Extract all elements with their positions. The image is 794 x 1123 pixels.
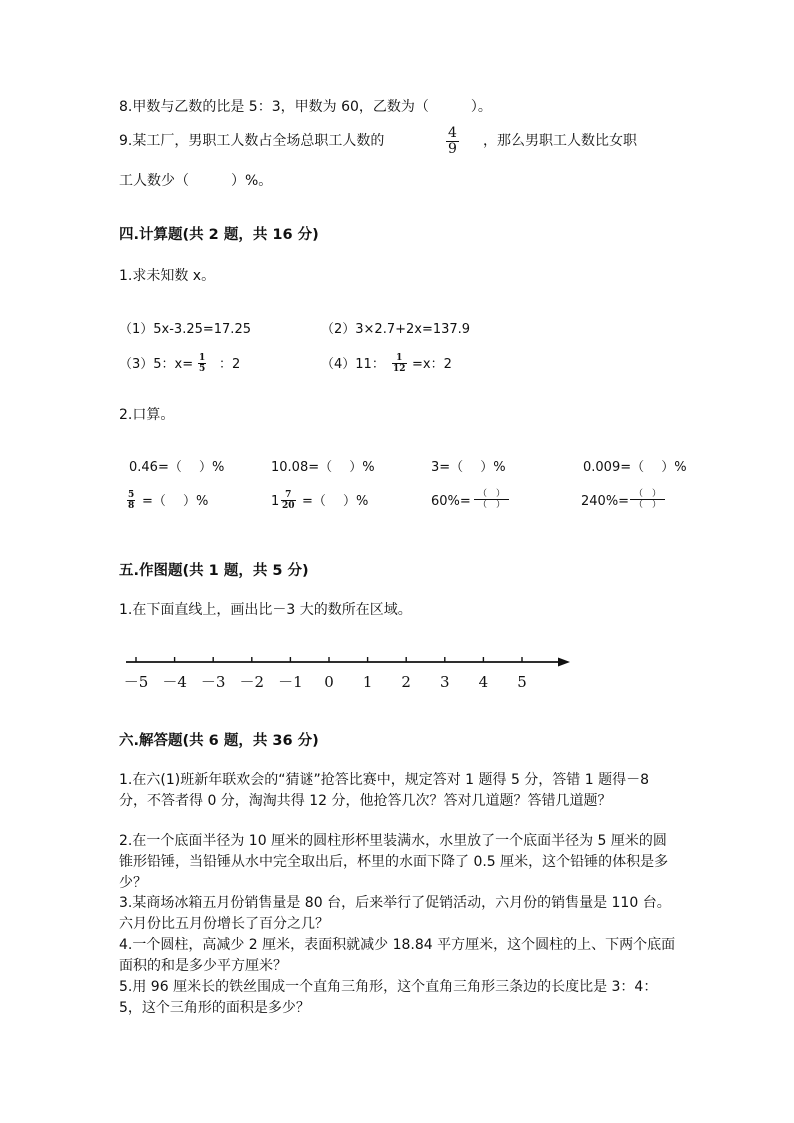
section-5-q1: 1.在下面直线上，画出比－3 大的数所在区域。 [119, 602, 412, 618]
arrow-head-icon [558, 658, 570, 667]
number-line [0, 648, 794, 708]
number-line-label: －2 [239, 673, 265, 691]
equation-3-right: ：2 [219, 357, 241, 372]
answer-question-1: 1.在六(1)班新年联欢会的“猜谜”抢答比赛中，规定答对 1 题得 5 分，答错 1 题得－8 分，不答者得 0 分，淘淘共得 12 分，他抢答几次？答对几道题？答错几道题？ [119, 772, 650, 809]
equation-4-right: =x：2 [412, 357, 452, 372]
section-4-q1-title: 1.求未知数 x。 [119, 268, 216, 284]
section-4-heading: 四.计算题(共 2 题，共 16 分) [119, 227, 319, 243]
question-9-line2: 工人数少（ ）%。 [119, 173, 273, 189]
fraction-denominator: 9 [448, 141, 457, 157]
fraction-numerator: 4 [448, 125, 457, 141]
section-6-heading: 六.解答题(共 6 题，共 36 分) [119, 733, 319, 749]
oral-calc-6: =（ ）% [302, 494, 369, 509]
fraction-4-9 [446, 126, 459, 157]
mixed-number-whole: 1 [271, 494, 280, 509]
number-line-label: 0 [324, 673, 334, 691]
blank-fraction-2: （ ） （ ） [630, 489, 665, 510]
oral-calc-2: 10.08=（ ）% [271, 460, 375, 475]
section-4-q2-title: 2.口算。 [119, 407, 175, 423]
answer-question-3: 3.某商场冰箱五月份销售量是 80 台，后来举行了促销活动，六月份的销售量是 110 台。六月份比五月份增长了百分之几？ [119, 895, 671, 932]
number-line-label: －1 [278, 673, 303, 691]
number-line-label: －4 [162, 673, 187, 691]
oral-calc-3: 3=（ ）% [431, 460, 506, 475]
number-line-label: 3 [440, 673, 450, 691]
answer-question-4: 4.一个圆柱，高减少 2 厘米，表面积就减少 18.84 平方厘米，这个圆柱的上、下两个底面面积的和是多少平方厘米？ [119, 937, 676, 974]
equation-1: （1）5x-3.25=17.25 [119, 322, 251, 337]
number-line-label: －3 [200, 673, 226, 691]
fraction-7-20: 7 20 [282, 490, 295, 511]
oral-calc-5: =（ ）% [142, 494, 209, 509]
answer-question-2: 2.在一个底面半径为 10 厘米的圆柱形杯里装满水，水里放了一个底面半径为 5 厘米的圆锥形铅锤，当铅锤从水中完全取出后，杯里的水面下降了 0.5 厘米，这个铅锤的体积是多少？ [119, 833, 669, 891]
equation-2: （2）3×2.7+2x=137.9 [321, 322, 471, 337]
answer-question-5: 5.用 96 厘米长的铁丝围成一个直角三角形，这个直角三角形三条边的长度比是 3：4：5，这个三角形的面积是多少？ [119, 979, 658, 1016]
number-line-label: 2 [401, 673, 411, 691]
number-line-label: 4 [478, 673, 489, 691]
number-line-label: 1 [362, 673, 373, 691]
question-9-part2: ，那么男职工人数比女职 [483, 133, 637, 149]
oral-calc-7: 60%= [431, 494, 471, 509]
fraction-1-5: 1 5 [199, 353, 206, 374]
number-line-label: 5 [517, 673, 527, 691]
oral-calc-1: 0.46=（ ）% [129, 460, 225, 475]
question-8: 8.甲数与乙数的比是 5：3，甲数为 60，乙数为（ ）。 [119, 99, 492, 115]
blank-fraction-1: （ ） （ ） [474, 489, 509, 510]
equation-3-left: （3）5：x= [119, 357, 194, 372]
fraction-5-8: 5 8 [128, 490, 135, 511]
equation-4-left: （4）11： [321, 357, 385, 372]
oral-calc-4: 0.009=（ ）% [583, 460, 687, 475]
fraction-1-12: 1 12 [393, 353, 406, 374]
question-9-part1: 9.某工厂，男职工人数占全场总职工人数的 [119, 133, 385, 149]
section-5-heading: 五.作图题(共 1 题，共 5 分) [119, 563, 309, 579]
number-line-label: －5 [123, 673, 149, 691]
oral-calc-8: 240%= [581, 494, 630, 509]
